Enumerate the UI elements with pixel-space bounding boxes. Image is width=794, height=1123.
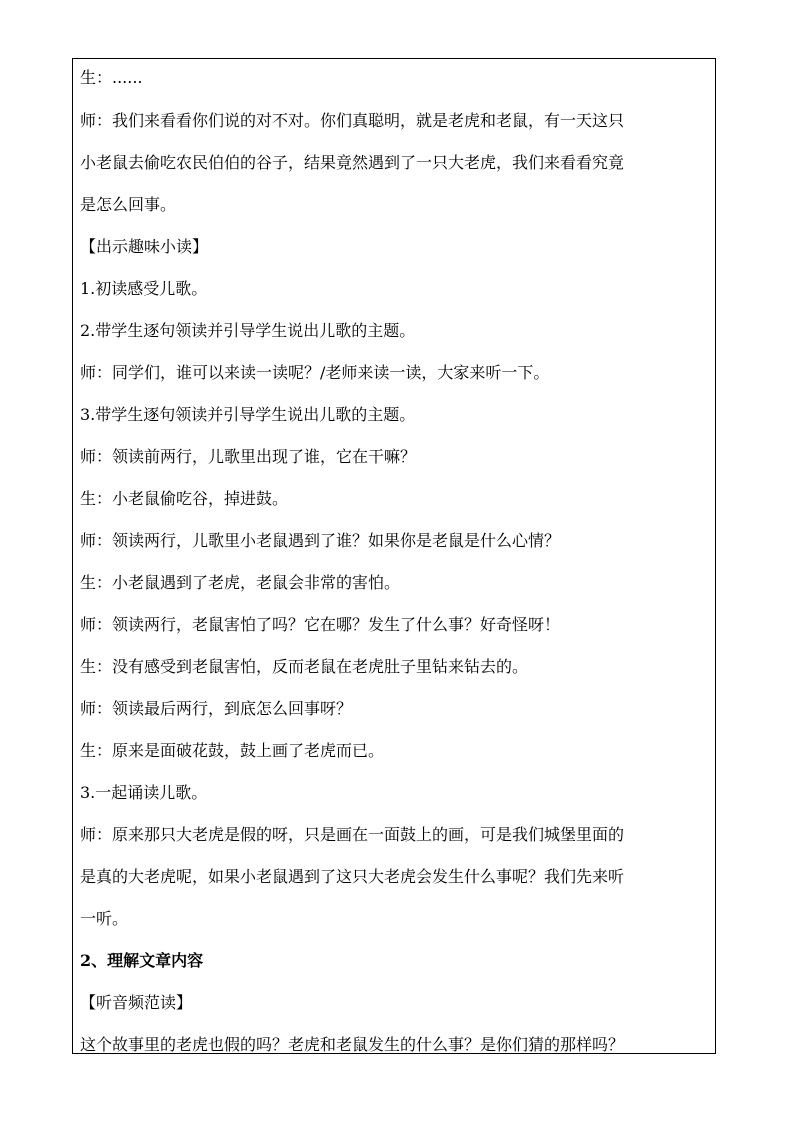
text-line: 师：领读最后两行，到底怎么回事呀？ (80, 699, 353, 718)
text-line: 3.一起诵读儿歌。 (80, 783, 208, 802)
text-line: 生：原来是面破花鼓，鼓上画了老虎而已。 (80, 741, 385, 760)
text-line: 是怎么回事。 (80, 195, 177, 214)
text-line: 师：领读前两行，儿歌里出现了谁，它在干嘛？ (80, 447, 417, 466)
text-line: 师：领读两行，老鼠害怕了吗？它在哪？发生了什么事？好奇怪呀！ (80, 615, 561, 634)
text-line: 师：我们来看看你们说的对不对。你们真聪明，就是老虎和老鼠，有一天这只 (80, 111, 625, 130)
text-line: 师：原来那只大老虎是假的呀，只是画在一面鼓上的画，可是我们城堡里面的 (80, 825, 625, 844)
text-line: 【出示趣味小读】 (80, 237, 209, 256)
text-line: 师：同学们，谁可以来读一读呢？/老师来读一读，大家来听一下。 (80, 363, 550, 382)
text-line: 1.初读感受儿歌。 (80, 279, 208, 298)
text-line: 3.带学生逐句领读并引导学生说出儿歌的主题。 (80, 405, 416, 424)
text-line: 这个故事里的老虎也假的吗？老虎和老鼠发生的什么事？是你们猜的那样吗？ (80, 1035, 625, 1054)
text-line: 2.带学生逐句领读并引导学生说出儿歌的主题。 (80, 321, 416, 340)
text-line: 生：...... (80, 68, 143, 87)
text-line: 师：领读两行，儿歌里小老鼠遇到了谁？如果你是老鼠是什么心情？ (80, 531, 561, 550)
text-line: 生：小老鼠偷吃谷，掉进鼓。 (80, 489, 289, 508)
text-line: 生：小老鼠遇到了老虎，老鼠会非常的害怕。 (80, 573, 401, 592)
text-line: 生：没有感受到老鼠害怕，反而老鼠在老虎肚子里钻来钻去的。 (80, 657, 529, 676)
text-line: 一听。 (80, 909, 129, 928)
section-heading: 2、理解文章内容 (80, 951, 204, 970)
text-line: 【听音频范读】 (80, 993, 193, 1012)
text-line: 是真的大老虎呢，如果小老鼠遇到了这只大老虎会发生什么事呢？我们先来听 (80, 867, 625, 886)
text-line: 小老鼠去偷吃农民伯伯的谷子，结果竟然遇到了一只大老虎，我们来看看究竟 (80, 153, 625, 172)
